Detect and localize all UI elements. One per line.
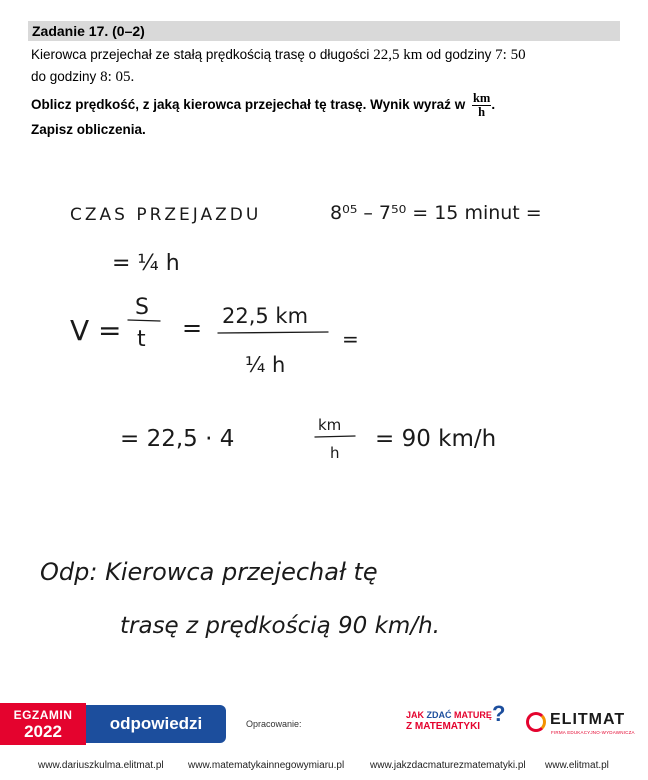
answers-badge bbox=[86, 705, 226, 743]
instruction-line-1: Oblicz prędkość, z jaką kierowca przejechał tę trasę. Wynik wyraź w bbox=[31, 97, 466, 113]
answers-label: odpowiedzi bbox=[109, 714, 203, 733]
hand-time-calc: 8⁰⁵ – 7⁵⁰ = 15 minut = bbox=[330, 202, 542, 224]
fraction-bar-main bbox=[218, 332, 328, 333]
hand-line-time-label: CZAS PRZEJAZDU bbox=[70, 205, 262, 225]
hand-formula-v: V = bbox=[70, 314, 122, 347]
logo1-text-b: ZDAĆ bbox=[426, 710, 452, 720]
footer-link[interactable]: www.elitmat.pl bbox=[545, 760, 609, 771]
intro-text-3: do godziny bbox=[31, 69, 101, 84]
question-mark-icon: ? bbox=[492, 701, 506, 726]
unit-denominator: h bbox=[478, 105, 486, 119]
instruction-line-2: Zapisz obliczenia. bbox=[31, 122, 146, 137]
time-end: 8: 05. bbox=[100, 69, 135, 85]
elitmat-name: ELITMAT bbox=[550, 711, 626, 728]
exam-year: 2022 bbox=[24, 722, 62, 741]
task-title: Zadanie 17. (0–2) bbox=[32, 23, 145, 39]
hand-quarter-h: ¼ h bbox=[245, 353, 286, 377]
hand-t: t bbox=[137, 327, 146, 352]
intro-text-2: od godziny bbox=[422, 47, 496, 62]
prepared-by-label: Opracowanie: bbox=[246, 719, 302, 729]
hand-km: km bbox=[318, 416, 342, 434]
exam-badge bbox=[0, 703, 86, 745]
hand-quarter-hour: = ¼ h bbox=[112, 251, 180, 276]
logo1-text-c: MATURĘ bbox=[451, 710, 492, 720]
logo1-text-2: Z MATEMATYKI bbox=[406, 721, 481, 732]
footer-link[interactable]: www.matematykainnegowymiaru.pl bbox=[188, 760, 345, 771]
unit-numerator: km bbox=[472, 91, 491, 105]
logo1-text-a: JAK bbox=[406, 710, 427, 720]
distance-value: 22,5 km bbox=[373, 47, 423, 63]
hand-eq: = bbox=[182, 314, 203, 342]
footer-link[interactable]: www.jakzdacmaturezmatematyki.pl bbox=[370, 760, 526, 771]
jak-zdac-mature-logo bbox=[406, 701, 506, 732]
fraction-bar-km-h bbox=[315, 436, 355, 437]
hand-s: S bbox=[135, 295, 149, 320]
hand-answer-2: trasę z prędkością 90 km/h. bbox=[120, 613, 440, 639]
fraction-bar-s-t bbox=[128, 320, 160, 321]
hand-multiply: = 22,5 · 4 bbox=[120, 426, 235, 452]
exam-label: EGZAMIN bbox=[13, 708, 73, 722]
instruction-period: . bbox=[491, 97, 496, 113]
hand-result: = 90 km/h bbox=[375, 426, 497, 452]
time-start: 7: 50 bbox=[495, 47, 526, 63]
hand-h: h bbox=[330, 444, 340, 462]
intro-text: Kierowca przejechał ze stałą prędkością trasę o długości bbox=[31, 47, 374, 62]
hand-answer-1: Odp: Kierowca przejechał tę bbox=[40, 558, 378, 586]
hand-eq-2: = bbox=[342, 327, 359, 351]
elitmat-subtitle: FIRMA EDUKACYJNO-WYDAWNICZA bbox=[551, 730, 635, 735]
hand-distance: 22,5 km bbox=[222, 304, 309, 328]
elitmat-ring-icon bbox=[526, 712, 546, 732]
footer-link[interactable]: www.dariuszkulma.elitmat.pl bbox=[38, 760, 164, 771]
